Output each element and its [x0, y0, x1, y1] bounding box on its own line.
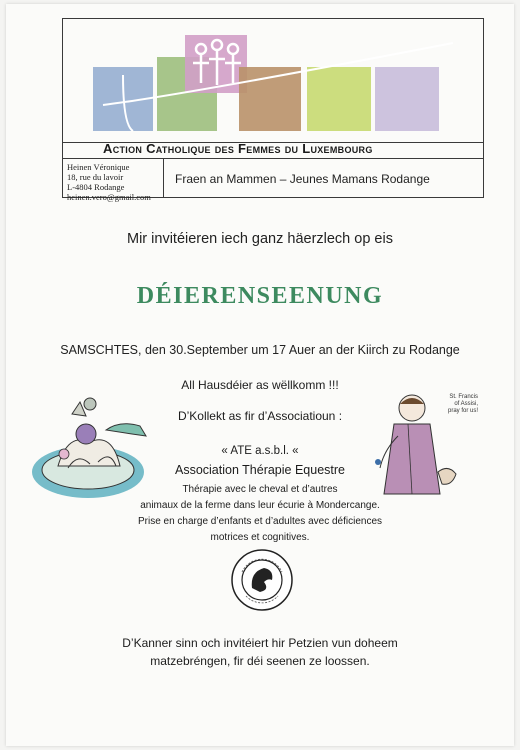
flyer-page: [6, 4, 514, 746]
saint-caption: [406, 394, 478, 415]
event-title: DÉIERENSEENUNG: [136, 283, 384, 309]
invitation-line: Mir invitéieren iech ganz häerzlech op eis: [127, 231, 393, 247]
header-box: [62, 18, 484, 202]
saint-caption-line: of Assisi,: [454, 401, 478, 407]
group-name: Fraen an Mammen – Jeunes Mamans Rodange: [175, 172, 430, 186]
contact-street: 18, rue du lavoir: [67, 172, 124, 182]
association-description-line: animaux de la ferme dans leur écurie à Mondercange.: [140, 500, 380, 511]
closing-line: D’Kanner sinn och invitéiert hir Petzien vun doheem: [122, 636, 398, 650]
welcome-line: All Hausdéier as wëllkomm !!!: [181, 378, 339, 392]
association-description-line: motrices et cognitives.: [210, 532, 310, 543]
association-description-line: Prise en charge d’enfants et d’adultes avec déficiences: [137, 516, 383, 527]
association-short-name: « ATE a.s.b.l. «: [221, 445, 299, 457]
event-details: SAMSCHTES, den 30.September um 17 Auer an der Kiirch zu Rodange: [60, 343, 460, 357]
header-column-divider: [163, 158, 164, 197]
contact-email[interactable]: heinen.vero@gmail.com: [67, 192, 151, 202]
carousel-illustration: [28, 392, 158, 502]
acfl-logo: [93, 35, 473, 135]
org-name: Action Catholique des Femmes du Luxembourg: [103, 141, 373, 156]
closing-line: matzebréngen, fir déi seenen ze loossen.: [150, 654, 370, 668]
contact-city: L-4804 Rodange: [67, 182, 125, 192]
header-divider: [63, 158, 483, 159]
contact-name: Heinen Véronique: [67, 162, 130, 172]
contact-block: [67, 162, 163, 202]
association-name: Association Thérapie Equestre: [174, 463, 345, 477]
association-description-line: Thérapie avec le cheval et d’autres: [182, 484, 338, 495]
collection-line: D’Kollekt as fir d’Associatioun :: [177, 409, 343, 423]
saint-caption-line: St. Francis: [449, 394, 478, 400]
saint-caption-line: pray for us!: [447, 408, 478, 414]
ate-association-logo: [230, 548, 294, 612]
